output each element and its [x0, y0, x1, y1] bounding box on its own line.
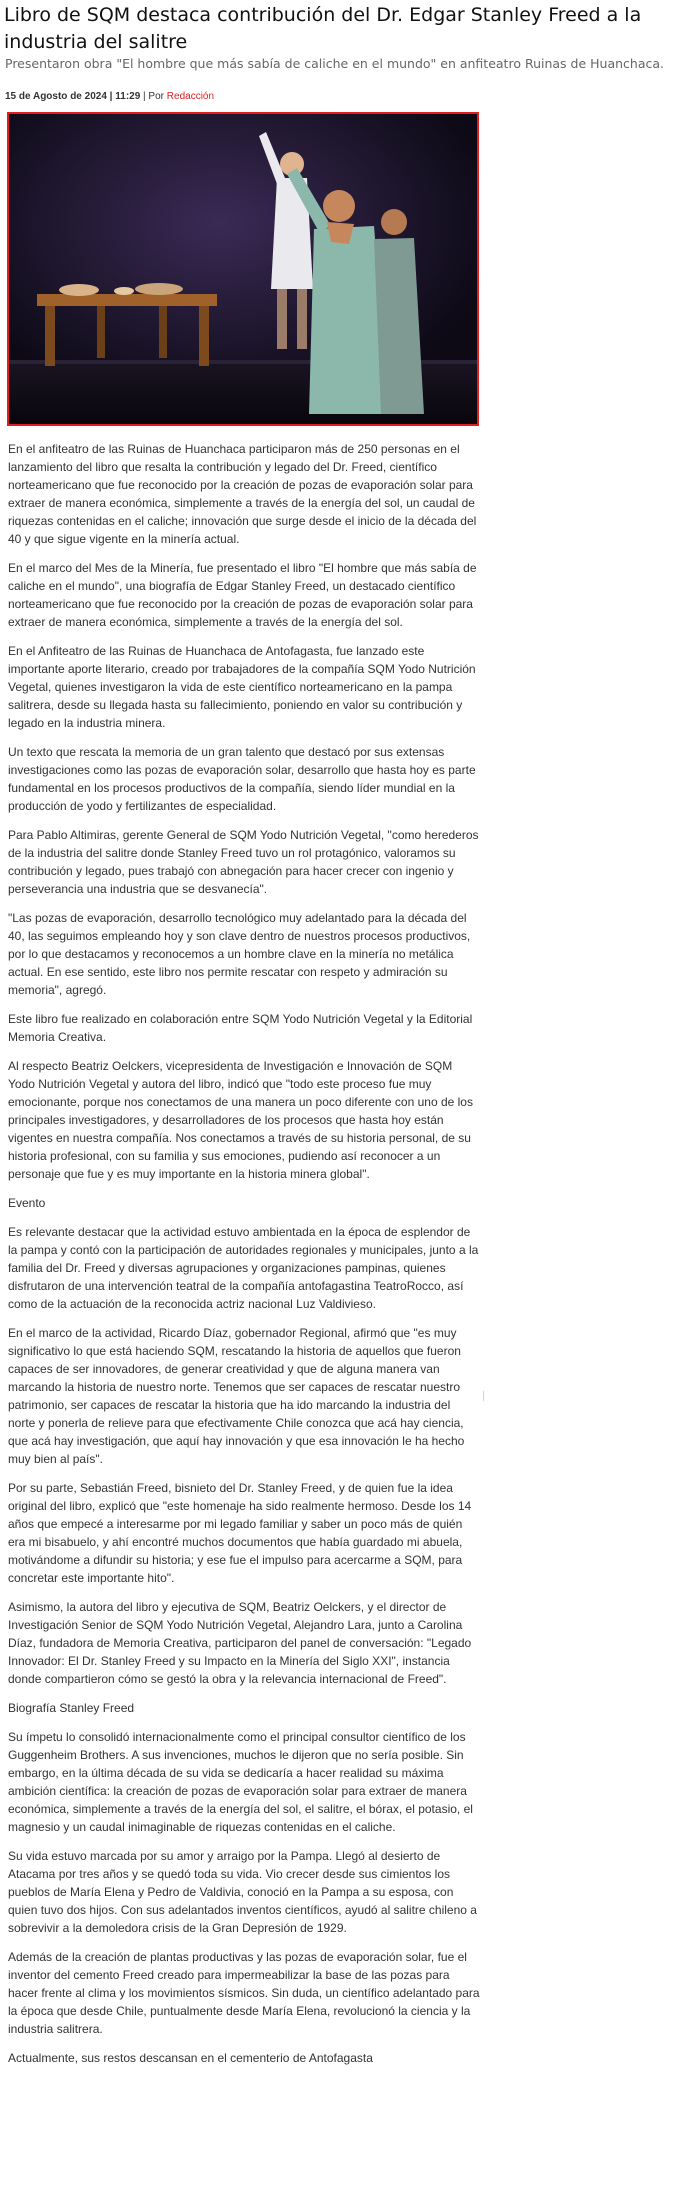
- article-body: [8, 440, 480, 2078]
- paragraph: Al respecto Beatriz Oelckers, vicepresidenta de Investigación e Innovación de SQM Yodo Nutrición Vegetal y autora del libro, indicó que "todo este proceso fue muy emocionante, porque nos conectamos de una manera un poco diferente con uno de los principales investigadores, y desarrolladores de los procesos que hasta hoy están vigentes en nuestra compañía. Nos conectamos a través de su historia personal, de su historia profesional, con su familia y sus emociones, pudiendo así reconocer a un personaje que fue y es muy importante en la historia minera global".: [8, 1059, 473, 1181]
- theater-stage-image: [9, 114, 477, 424]
- paragraph: Su vida estuvo marcada por su amor y arraigo por la Pampa. Llegó al desierto de Atacama por tres años y se quedó toda su vida. Vio crecer desde sus cimientos los pueblos de María Elena y Pedro de Valdivia, conoció en la Pampa a su esposa, con quien tuvo dos hijos. Con sus adelantados inventos científicos, ayudó al salitre chileno a sobrevivir a la demoledora crisis de la Gran Depresión de 1929.: [8, 1849, 477, 1935]
- byline-separator: | Por: [140, 91, 167, 102]
- article-meta: [5, 91, 214, 102]
- paragraph: Este libro fue realizado en colaboración entre SQM Yodo Nutrición Vegetal y la Editorial Memoria Creativa.: [8, 1012, 473, 1044]
- paragraph: "Las pozas de evaporación, desarrollo tecnológico muy adelantado para la década del 40, las seguimos empleando hoy y son clave dentro de nuestros procesos productivos, por lo que destacamos y reconocemos a un hombre clave en la minería no metálica actual. En ese sentido, este libro nos permite rescatar con respeto y admiración su memoria", agregó.: [8, 911, 471, 997]
- paragraph: Por su parte, Sebastián Freed, bisnieto del Dr. Stanley Freed, y de quien fue la idea original del libro, explicó que "este homenaje ha sido realmente hermoso. Desde los 14 años que empecé a interesarme por mi legado familiar y saber un poco más de quién era mi bisabuelo, y ahí encontré muchos documentos que había guardado mi abuela, motivándome a difundir su historia; y ese fue el impulso para acercarme a SQM, para concretar este importante hito".: [8, 1481, 472, 1585]
- article-subtitle: Presentaron obra "El hombre que más sabía de caliche en el mundo" en anfiteatro Ruinas de Huanchaca.: [5, 56, 664, 71]
- paragraph: Un texto que rescata la memoria de un gran talento que destacó por sus extensas investigaciones como las pozas de evaporación solar, desarrollo que hasta hoy es parte fundamental en los procesos productivos de la compañía, siendo líder mundial en la producción de yodo y fertilizantes de especialidad.: [8, 745, 476, 813]
- paragraph: Asimismo, la autora del libro y ejecutiva de SQM, Beatriz Oelckers, y el director de Investigación Senior de SQM Yodo Nutrición Vegetal, Alejandro Lara, junto a Carolina Díaz, fundadora de Memoria Creativa, participaron del panel de conversación: "Legado Innovador: El Dr. Stanley Freed y su Impacto en la Minería del Siglo XXI", instancia donde compartieron cómo se gestó la obra y la relevancia internacional de Freed".: [8, 1600, 472, 1686]
- article-title: Libro de SQM destaca contribución del Dr. Edgar Stanley Freed a la industria del salitre: [4, 4, 642, 53]
- paragraph: En el marco del Mes de la Minería, fue presentado el libro "El hombre que más sabía de caliche en el mundo", una biografía de Edgar Stanley Freed, un destacado científico norteamericano que fue reconocido por la creación de pozas de evaporación solar para extraer de manera económica, simplemente a través de la energía del sol.: [8, 561, 477, 629]
- paragraph: En el anfiteatro de las Ruinas de Huanchaca participaron más de 250 personas en el lanzamiento del libro que resalta la contribución y legado del Dr. Freed, científico norteamericano que fue reconocido por la creación de pozas de evaporación solar para extraer de manera económica, simplemente a través de la energía del sol, un caudal de riquezas contenidas en el caliche; innovación que surge desde el inicio de la década del 40 y que sigue vigente en la minería actual.: [8, 442, 477, 546]
- article-photo: [7, 112, 479, 426]
- paragraph: En el marco de la actividad, Ricardo Díaz, gobernador Regional, afirmó que "es muy significativo lo que está haciendo SQM, rescatando la historia de aquellos que fueron capaces de ser innovadores, de generar creatividad y que de alguna manera van marcando la historia de nuestro norte. Tenemos que ser capaces de rescatar nuestro patrimonio, ser capaces de rescatar la historia que ha ido marcando la industria del norte y ponerla de relieve para que efectivamente Chile conozca que acá hay ciencia, que acá hay investigación, que aquí hay innovación y que esa innovación le ha hecho muy bien al país".: [8, 1326, 465, 1466]
- author-link[interactable]: Redacción: [166, 91, 215, 102]
- paragraph: Para Pablo Altimiras, gerente General de SQM Yodo Nutrición Vegetal, "como herederos de la industria del salitre donde Stanley Freed tuvo un rol protagónico, valoramos su contribución y legado, pues trabajó con abnegación para hacer crecer con ingenio y perseverancia una industria que se desvanecía".: [8, 828, 479, 896]
- paragraph: Además de la creación de plantas productivas y las pozas de evaporación solar, fue el inventor del cemento Freed creado para impermeabilizar la base de las pozas para hacer frente al clima y los movimientos sísmicos. Sin duda, un científico adelantado para la época que desde Chile, puntualmente desde María Elena, revolucionó la ciencia y la industria salitrera.: [8, 1950, 480, 2036]
- paragraph: Su ímpetu lo consolidó internacionalmente como el principal consultor científico de los Guggenheim Brothers. A sus invenciones, muchos le dijeron que no sería posible. Sin embargo, en la última década de su vida se dedicaría a hacer realidad su máxima ambición científica: la creación de pozas de evaporación solar para extraer de manera económica, simplemente a través de la energía del sol, el salitre, el bórax, el potasio, el magnesio y un caudal inimaginable de riquezas contenidas en el caliche.: [8, 1730, 473, 1834]
- section-heading-biografia: Biografía Stanley Freed: [8, 1701, 135, 1715]
- publish-date: 15 de Agosto de 2024 | 11:29: [5, 91, 141, 102]
- scroll-edge-mark: [483, 1391, 484, 1401]
- paragraph: Es relevante destacar que la actividad estuvo ambientada en la época de esplendor de la pampa y contó con la participación de autoridades regionales y municipales, junto a la familia del Dr. Freed y diversas agrupaciones y organizaciones pampinas, quienes disfrutaron de una intervención teatral de la compañía antofagastina TeatroRocco, así como de la actuación de la reconocida actriz nacional Luz Valdivieso.: [8, 1225, 479, 1311]
- paragraph: Actualmente, sus restos descansan en el cementerio de Antofagasta: [8, 2051, 373, 2065]
- section-heading-evento: Evento: [8, 1196, 46, 1210]
- paragraph: En el Anfiteatro de las Ruinas de Huanchaca de Antofagasta, fue lanzado este importante aporte literario, creado por trabajadores de la compañía SQM Yodo Nutrición Vegetal, quienes investigaron la vida de este científico norteamericano en la pampa salitrera, desde su llegada hasta su fallecimiento, poniendo en valor su contribución y legado en la industria minera.: [8, 644, 476, 730]
